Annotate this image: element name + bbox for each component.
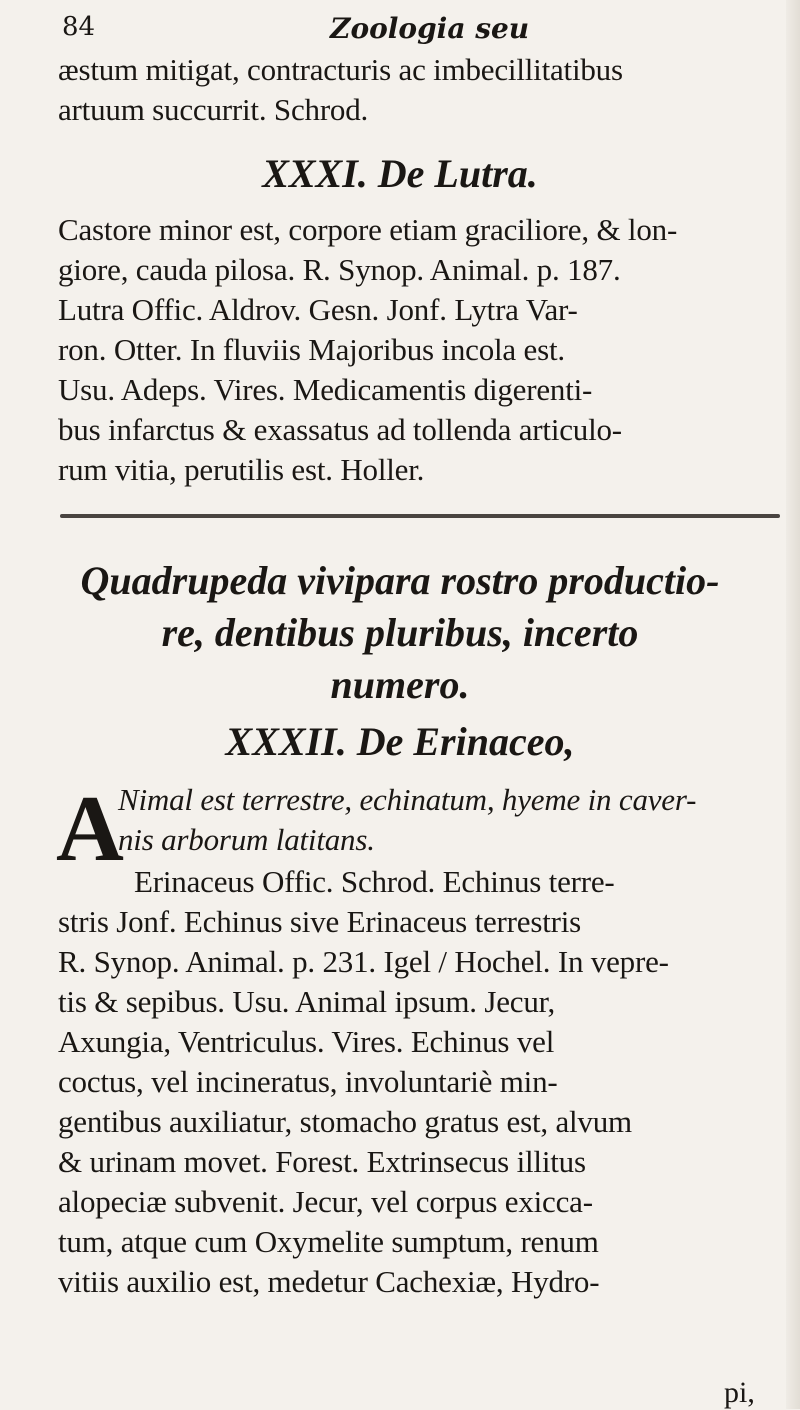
section-title-lutra: XXXI. De Lutra. xyxy=(262,151,538,196)
page-number: 84 xyxy=(62,12,96,42)
text-line: tum, atque cum Oxymelite sumptum, renum xyxy=(58,1224,599,1259)
text-line: gentibus auxiliatur, stomacho gratus est, alvum xyxy=(58,1104,632,1139)
running-head: Zoologia seu xyxy=(330,12,530,45)
drop-cap: A xyxy=(56,777,124,881)
text-line: rum vitia, perutilis est. Holler. xyxy=(58,452,425,487)
text-line: Lutra Offic. Aldrov. Gesn. Jonf. Lytra Var- xyxy=(58,292,578,327)
text-line: Erinaceus Offic. Schrod. Echinus terre- xyxy=(134,864,615,899)
section-title-erinaceo: XXXII. De Erinaceo, xyxy=(225,719,575,764)
lead-paragraph-erinaceo xyxy=(118,780,800,860)
text-line: stris Jonf. Echinus sive Erinaceus terrestris xyxy=(58,904,582,939)
paragraph-erinaceo xyxy=(58,862,798,1302)
text-line: coctus, vel incineratus, involuntariè min- xyxy=(58,1064,558,1099)
intro-paragraph xyxy=(58,50,798,130)
text-line: æstum mitigat, contracturis ac imbecillitatibus xyxy=(58,52,623,87)
text-line: giore, cauda pilosa. R. Synop. Animal. p. 187. xyxy=(58,252,621,287)
class-heading-line: re, dentibus pluribus, incerto xyxy=(161,610,639,655)
text-line: Usu. Adeps. Vires. Medicamentis digerenti- xyxy=(58,372,593,407)
class-heading-line: Quadrupeda vivipara rostro productio- xyxy=(80,558,720,603)
text-line: artuum succurrit. Schrod. xyxy=(58,92,369,127)
text-line: vitiis auxilio est, medetur Cachexiæ, Hydro- xyxy=(58,1264,600,1299)
class-heading-line: numero. xyxy=(330,662,470,707)
class-heading xyxy=(0,555,800,711)
text-line: bus infarctus & exassatus ad tollenda articulo- xyxy=(58,412,622,447)
catchword: pi, xyxy=(724,1376,755,1409)
page-header xyxy=(60,10,780,50)
paragraph-lutra xyxy=(58,210,798,490)
text-line: Axungia, Ventriculus. Vires. Echinus vel xyxy=(58,1024,555,1059)
section-divider xyxy=(60,514,780,518)
text-line: R. Synop. Animal. p. 231. Igel / Hochel. In vepre- xyxy=(58,944,669,979)
text-line: tis & sepibus. Usu. Animal ipsum. Jecur, xyxy=(58,984,556,1019)
text-line: ron. Otter. In fluviis Majoribus incola est. xyxy=(58,332,565,367)
text-line: & urinam movet. Forest. Extrinsecus illitus xyxy=(58,1144,586,1179)
text-line: Nimal est terrestre, echinatum, hyeme in caver- xyxy=(118,782,697,817)
text-line: Castore minor est, corpore etiam graciliore, & lon- xyxy=(58,212,678,247)
text-line: nis arborum latitans. xyxy=(118,822,375,857)
text-line: alopeciæ subvenit. Jecur, vel corpus exicca- xyxy=(58,1184,593,1219)
